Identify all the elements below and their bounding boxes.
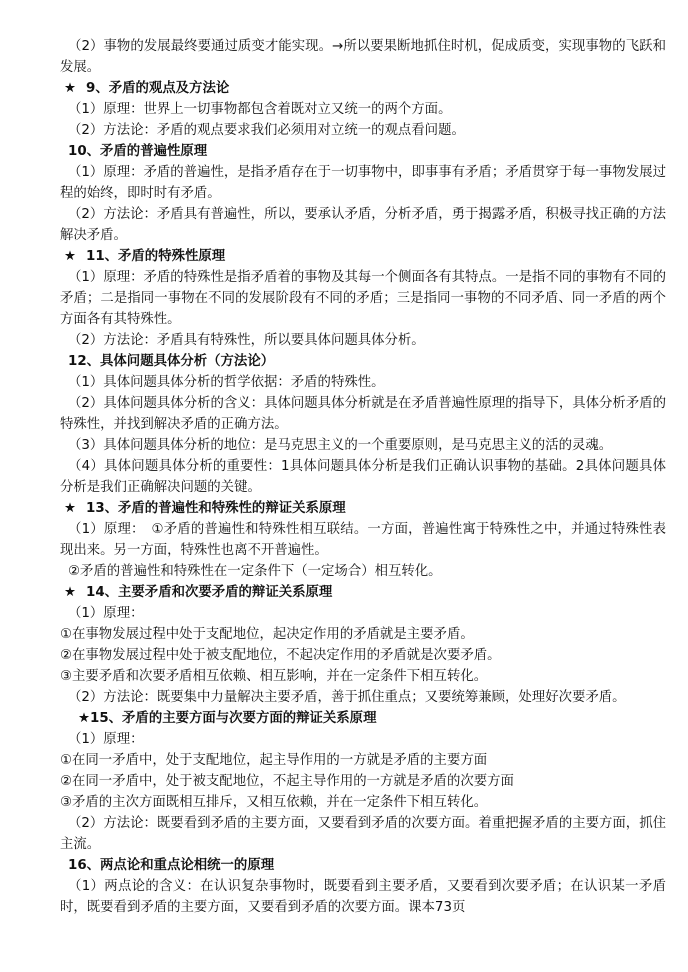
star-icon: ★ <box>64 81 77 96</box>
line-11: （1）具体问题具体分析的哲学依据：矛盾的特殊性。 <box>68 375 385 390</box>
line-9: （2）方法论：矛盾具有特殊性，所以要具体问题具体分析。 <box>68 333 425 348</box>
heading-10: 10、矛盾的普遍性原理 <box>68 144 208 159</box>
line-25: （1）原理： <box>68 732 144 747</box>
line-13: （3）具体问题具体分析的地位：是马克思主义的一个重要原则，是马克思主义的活的灵魂。 <box>68 438 613 453</box>
line-12: （2）具体问题具体分析的含义：具体问题具体分析就是在矛盾普遍性原理的指导下，具体分析矛盾的特殊性，并找到解决矛盾的正确方法。 <box>60 396 666 432</box>
line-14: （4）具体问题具体分析的重要性：1具体问题具体分析是我们正确认识事物的基础。2具体问题具体分析是我们正确解决问题的关键。 <box>60 459 666 495</box>
line-31: （1）两点论的含义：在认识复杂事物时，既要看到主要矛盾，又要看到次要矛盾；在认识某一矛盾时，既要看到矛盾的主要方面，又要看到矛盾的次要方面。课本73页 <box>60 879 666 915</box>
line-19: （1）原理： <box>68 606 144 621</box>
heading-16: 16、两点论和重点论相统一的原理 <box>68 858 275 873</box>
star-icon: ★ <box>78 711 91 726</box>
line-23: （2）方法论：既要集中力量解决主要矛盾，善于抓住重点；又要统筹兼顾，处理好次要矛盾。 <box>68 690 626 705</box>
star-icon: ★ <box>64 501 77 516</box>
heading-12: 12、具体问题具体分析（方法论） <box>68 354 275 369</box>
line-29: （2）方法论：既要看到矛盾的主要方面，又要看到矛盾的次要方面。着重把握矛盾的主要方面，抓住主流。 <box>60 816 666 852</box>
heading-9: ★ 9、矛盾的观点及方法论 <box>60 78 666 99</box>
heading-15: ★15、矛盾的主要方面与次要方面的辩证关系原理 <box>78 711 377 726</box>
line-26: ①在同一矛盾中，处于支配地位，起主导作用的一方就是矛盾的主要方面 <box>60 753 488 768</box>
line-5: （1）原理：矛盾的普遍性，是指矛盾存在于一切事物中，即事事有矛盾；矛盾贯穿于每一事物发展过程的始终，即时时有矛盾。 <box>60 165 666 201</box>
line-22: ③主要矛盾和次要矛盾相互依赖、相互影响，并在一定条件下相互转化。 <box>60 669 488 684</box>
line-20: ①在事物发展过程中处于支配地位，起决定作用的矛盾就是主要矛盾。 <box>60 627 474 642</box>
line-28: ③矛盾的主次方面既相互排斥，又相互依赖，并在一定条件下相互转化。 <box>60 795 488 810</box>
line-0: （2）事物的发展最终要通过质变才能实现。→所以要果断地抓住时机，促成质变，实现事物的飞跃和发展。 <box>60 39 666 75</box>
heading-11: ★ 11、矛盾的特殊性原理 <box>60 246 666 267</box>
document-page <box>60 36 666 918</box>
line-3: （2）方法论：矛盾的观点要求我们必须用对立统一的观点看问题。 <box>68 123 465 138</box>
star-icon: ★ <box>64 249 77 264</box>
line-2: （1）原理：世界上一切事物都包含着既对立又统一的两个方面。 <box>68 102 452 117</box>
heading-13: ★ 13、矛盾的普遍性和特殊性的辩证关系原理 <box>60 498 666 519</box>
line-21: ②在事物发展过程中处于被支配地位，不起决定作用的矛盾就是次要矛盾。 <box>60 648 501 663</box>
line-17: ②矛盾的普遍性和特殊性在一定条件下（一定场合）相互转化。 <box>68 564 442 579</box>
line-27: ②在同一矛盾中，处于被支配地位，不起主导作用的一方就是矛盾的次要方面 <box>60 774 514 789</box>
star-icon: ★ <box>64 585 77 600</box>
heading-14: ★ 14、主要矛盾和次要矛盾的辩证关系原理 <box>60 582 666 603</box>
line-8: （1）原理：矛盾的特殊性是指矛盾着的事物及其每一个侧面各有其特点。一是指不同的事物有不同的矛盾；二是指同一事物在不同的发展阶段有不同的矛盾；三是指同一事物的不同矛盾、同一矛盾的两个方面各有其特殊性。 <box>60 270 666 327</box>
line-6: （2）方法论：矛盾具有普遍性，所以，要承认矛盾，分析矛盾，勇于揭露矛盾，积极寻找正确的方法解决矛盾。 <box>60 207 666 243</box>
line-16: （1）原理： ①矛盾的普遍性和特殊性相互联结。一方面，普遍性寓于特殊性之中，并通过特殊性表现出来。另一方面，特殊性也离不开普遍性。 <box>60 522 666 558</box>
